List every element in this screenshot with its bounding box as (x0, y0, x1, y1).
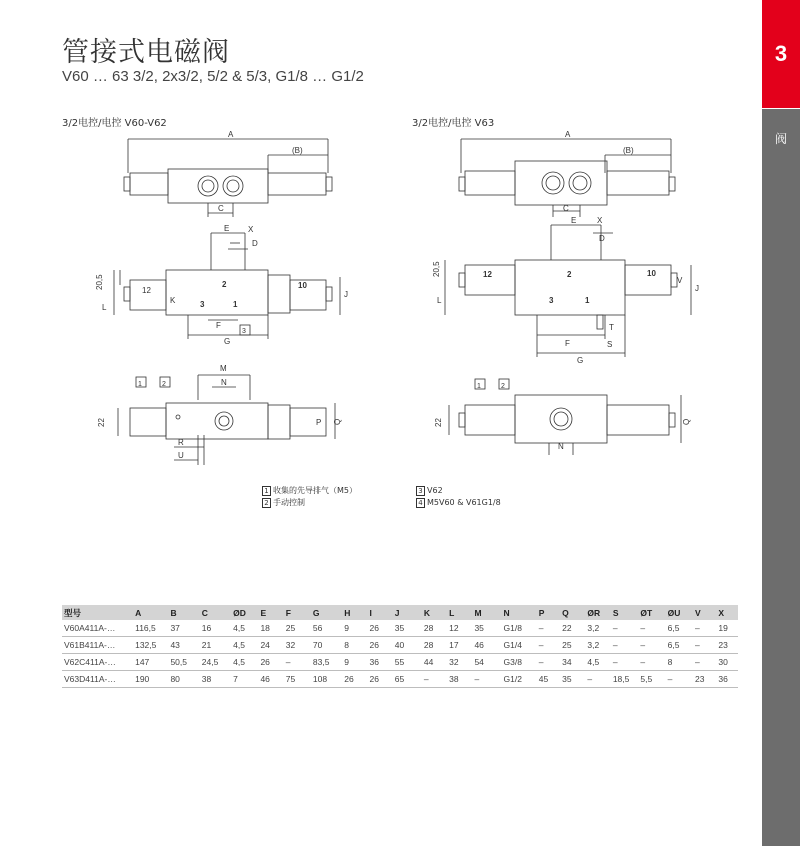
table-cell: 5,5 (638, 671, 665, 688)
dim-x-label: X (248, 225, 254, 234)
port-12-label: 12 (142, 286, 151, 295)
table-cell: 35 (472, 620, 501, 637)
dim-22-label: 22 (97, 418, 106, 427)
table-cell: – (537, 620, 560, 637)
legend-item (416, 497, 501, 509)
legend-right (416, 485, 501, 509)
column-header: Q (560, 605, 585, 620)
column-header: V (693, 605, 716, 620)
legend-item (262, 497, 357, 509)
table-cell: G1/2 (502, 671, 537, 688)
legend-text: 手动控制 (273, 498, 305, 507)
table-cell: 23 (693, 671, 716, 688)
column-header: H (342, 605, 367, 620)
table-cell: 70 (311, 637, 342, 654)
chapter-number: 3 (762, 0, 800, 108)
table-cell: 36 (716, 671, 738, 688)
dim-q-label-r: Q (682, 418, 691, 425)
table-cell: 28 (422, 637, 447, 654)
right-technical-drawing (425, 125, 700, 465)
port-1-label: 1 (233, 300, 238, 309)
table-cell: 116,5 (133, 620, 168, 637)
table-cell: – (666, 671, 693, 688)
table-cell: 34 (560, 654, 585, 671)
table-cell: 36 (368, 654, 393, 671)
callout-2: 2 (162, 381, 166, 388)
column-header: J (393, 605, 422, 620)
legend-text: V62 (427, 486, 443, 495)
right-drawing-title: 3/2电控/电控 V63 (412, 118, 495, 129)
table-cell: 35 (560, 671, 585, 688)
column-header: A (133, 605, 168, 620)
callout-1-r: 1 (477, 383, 481, 390)
dim-22-label-r: 22 (434, 418, 443, 427)
column-header: C (200, 605, 231, 620)
column-header: E (258, 605, 283, 620)
table-cell: 26 (368, 620, 393, 637)
table-cell: 7 (231, 671, 258, 688)
table-cell: 38 (200, 671, 231, 688)
dim-b-label-r: (B) (623, 146, 634, 155)
dim-j-label: J (344, 290, 348, 299)
dim-d-label: D (252, 239, 258, 248)
dim-g-label-r: G (577, 356, 584, 365)
table-cell: 40 (393, 637, 422, 654)
port-1-label-r: 1 (585, 296, 590, 305)
table-cell: 3,2 (585, 620, 610, 637)
dim-a-label-r: A (565, 130, 571, 139)
table-cell: 9 (342, 654, 367, 671)
table-cell: 132,5 (133, 637, 168, 654)
legend-left (262, 485, 357, 509)
table-row (62, 671, 738, 688)
callout-3: 3 (242, 328, 246, 335)
column-header: X (716, 605, 738, 620)
legend-number: 1 (262, 486, 271, 496)
table-cell: 30 (716, 654, 738, 671)
table-cell: – (611, 654, 639, 671)
table-cell: 4,5 (231, 654, 258, 671)
dim-a-label: A (228, 130, 234, 139)
table-cell: 19 (716, 620, 738, 637)
table-cell: 54 (472, 654, 501, 671)
dim-n-label-r: N (558, 442, 564, 451)
column-header: ØR (585, 605, 610, 620)
table-cell: 83,5 (311, 654, 342, 671)
table-cell: 46 (258, 671, 283, 688)
table-cell: 26 (368, 637, 393, 654)
table-cell: 25 (560, 637, 585, 654)
legend-number: 4 (416, 498, 425, 508)
table-cell: 46 (472, 637, 501, 654)
table-cell: 37 (168, 620, 199, 637)
dim-r-label: R (178, 438, 184, 447)
table-cell: 17 (447, 637, 472, 654)
table-cell: 38 (447, 671, 472, 688)
table-body (62, 620, 738, 688)
chapter-label: 阀 (774, 132, 787, 146)
legend-item (416, 485, 501, 497)
table-cell: – (611, 637, 639, 654)
table-cell: 55 (393, 654, 422, 671)
table-cell: 26 (258, 654, 283, 671)
dim-d-label-r: D (599, 234, 605, 243)
table-cell: 8 (342, 637, 367, 654)
table-cell: 147 (133, 654, 168, 671)
column-header: S (611, 605, 639, 620)
table-cell: 24 (258, 637, 283, 654)
dim-k-label: K (170, 296, 176, 305)
table-cell: 190 (133, 671, 168, 688)
table-cell: G3/8 (502, 654, 537, 671)
legend-number: 3 (416, 486, 425, 496)
table-cell: 16 (200, 620, 231, 637)
column-header: P (537, 605, 560, 620)
legend-text: M5V60 & V61G1/8 (427, 498, 501, 507)
table-cell: V60A411A-… (62, 620, 133, 637)
callout-1: 1 (138, 381, 142, 388)
table-cell: 3,2 (585, 637, 610, 654)
table-cell: – (638, 620, 665, 637)
table-cell: V63D411A-… (62, 671, 133, 688)
table-cell: – (537, 637, 560, 654)
table-cell: 75 (284, 671, 311, 688)
dim-u-label: U (178, 451, 184, 460)
dim-e-label: E (224, 224, 230, 233)
table-cell: – (638, 637, 665, 654)
table-cell: – (284, 654, 311, 671)
legend-number: 2 (262, 498, 271, 508)
table-cell: – (611, 620, 639, 637)
dim-l-label-r: L (437, 296, 442, 305)
table-cell: G1/8 (502, 620, 537, 637)
table-cell: 32 (284, 637, 311, 654)
port-10-label: 10 (298, 281, 307, 290)
port-3-label-r: 3 (549, 296, 554, 305)
dim-x-label-r: X (597, 216, 603, 225)
table-cell: 23 (716, 637, 738, 654)
port-12-label-r: 12 (483, 270, 492, 279)
table-cell: – (693, 654, 716, 671)
dim-f-label: F (216, 321, 221, 330)
table-row (62, 637, 738, 654)
table-cell: 25 (284, 620, 311, 637)
column-header: ØT (638, 605, 665, 620)
dimension-table (62, 605, 738, 688)
dim-p-label: P (316, 418, 322, 427)
column-header: I (368, 605, 393, 620)
table-cell: – (585, 671, 610, 688)
table-cell: 4,5 (585, 654, 610, 671)
port-2-label-r: 2 (567, 270, 572, 279)
table-row (62, 620, 738, 637)
table-cell: – (422, 671, 447, 688)
table-cell: 44 (422, 654, 447, 671)
table-cell: – (638, 654, 665, 671)
table-cell: – (472, 671, 501, 688)
column-header: ØU (666, 605, 693, 620)
callout-2-r: 2 (501, 383, 505, 390)
dim-l-label: L (102, 303, 107, 312)
dim-205-label: 20,5 (95, 274, 104, 290)
table-cell: – (693, 620, 716, 637)
dim-j-label-r: J (695, 284, 699, 293)
table-row (62, 654, 738, 671)
column-header: G (311, 605, 342, 620)
dim-t-label-r: T (609, 323, 614, 332)
table-cell: 45 (537, 671, 560, 688)
column-header: N (502, 605, 537, 620)
dim-m-label: M (220, 364, 227, 373)
dim-g-label: G (224, 337, 231, 346)
column-header: K (422, 605, 447, 620)
table-cell: 12 (447, 620, 472, 637)
table-cell: G1/4 (502, 637, 537, 654)
table-cell: 21 (200, 637, 231, 654)
table-cell: V62C411A-… (62, 654, 133, 671)
legend-text: 收集的先导排气（M5） (273, 486, 357, 495)
table-cell: 26 (368, 671, 393, 688)
legend-item (262, 485, 357, 497)
table-cell: – (537, 654, 560, 671)
table-cell: 80 (168, 671, 199, 688)
table-cell: 26 (342, 671, 367, 688)
dim-q-label: Q (333, 418, 342, 425)
table-cell: 6,5 (666, 637, 693, 654)
table-cell: 6,5 (666, 620, 693, 637)
dim-v-label-r: V (677, 276, 683, 285)
port-10-label-r: 10 (647, 269, 656, 278)
table-cell: 8 (666, 654, 693, 671)
table-cell: 9 (342, 620, 367, 637)
chapter-side-tab (762, 0, 800, 846)
table-cell: 18 (258, 620, 283, 637)
column-header: M (472, 605, 501, 620)
table-cell: 50,5 (168, 654, 199, 671)
dim-e-label-r: E (571, 216, 577, 225)
table-cell: 32 (447, 654, 472, 671)
dim-c-label-r: C (563, 204, 569, 213)
table-cell: 18,5 (611, 671, 639, 688)
table-cell: 22 (560, 620, 585, 637)
dim-205-label-r: 20,5 (432, 261, 441, 277)
column-header: L (447, 605, 472, 620)
table-cell: 56 (311, 620, 342, 637)
dim-c-label: C (218, 204, 224, 213)
table-cell: – (693, 637, 716, 654)
page-title: 管接式电磁阀 (62, 37, 230, 68)
port-2-label: 2 (222, 280, 227, 289)
table-cell: 65 (393, 671, 422, 688)
side-divider (762, 108, 800, 109)
table-cell: 4,5 (231, 637, 258, 654)
left-technical-drawing (90, 125, 360, 475)
port-3-label: 3 (200, 300, 205, 309)
column-header: F (284, 605, 311, 620)
table-header-row (62, 605, 738, 620)
page-subtitle: V60 … 63 3/2, 2x3/2, 5/2 & 5/3, G1/8 … G1/2 (62, 68, 364, 85)
table-cell: 4,5 (231, 620, 258, 637)
dim-b-label: (B) (292, 146, 303, 155)
dim-f-label-r: F (565, 339, 570, 348)
left-drawing-title: 3/2电控/电控 V60-V62 (62, 118, 167, 129)
column-header: 型号 (62, 605, 133, 620)
dim-s-label-r: S (607, 340, 613, 349)
column-header: ØD (231, 605, 258, 620)
dim-n-label: N (221, 378, 227, 387)
table-cell: 28 (422, 620, 447, 637)
table-cell: 43 (168, 637, 199, 654)
table-cell: V61B411A-… (62, 637, 133, 654)
table-cell: 24,5 (200, 654, 231, 671)
table-cell: 108 (311, 671, 342, 688)
column-header: B (168, 605, 199, 620)
table-cell: 35 (393, 620, 422, 637)
